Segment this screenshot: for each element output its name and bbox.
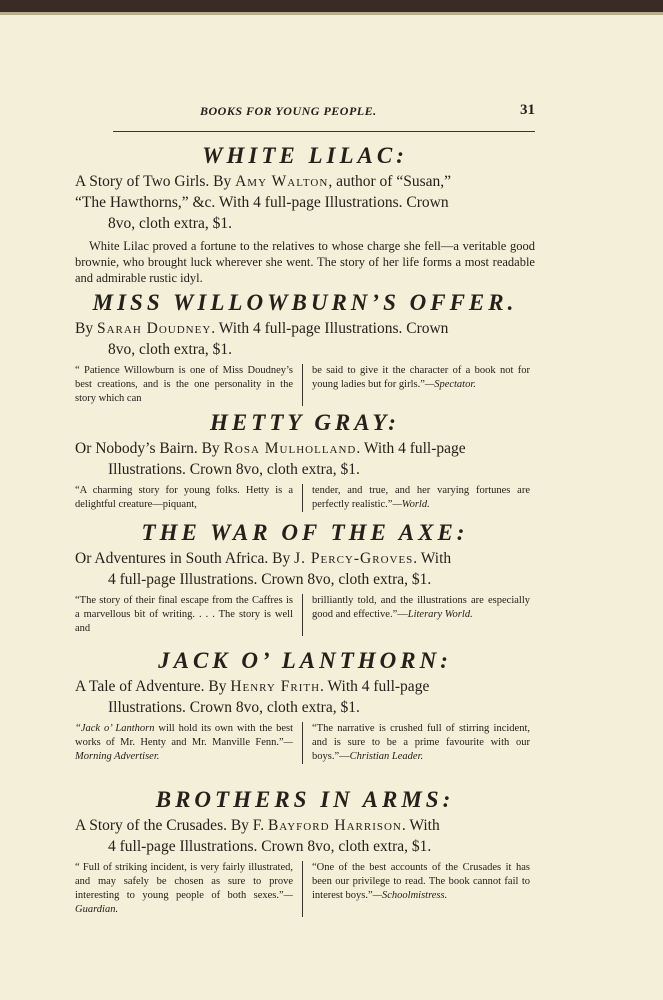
review-source: Christian Leader. — [349, 751, 424, 762]
review-quotes — [75, 484, 535, 512]
review-right: tender, and true, and her varying fortunes are perfectly realistic.”—World. — [312, 485, 530, 510]
review-source: —Spectator. — [424, 379, 476, 390]
author-name: Rosa Mulholland — [223, 440, 357, 457]
review-right: “The narrative is crushed full of stirring incident, and is sure to be a prime favourite with our boys.”—Christian Leader. — [312, 723, 530, 762]
page-number: 31 — [520, 102, 535, 118]
author-name: Bayford Harrison — [267, 817, 402, 834]
book-entry — [75, 787, 535, 917]
book-entry — [75, 290, 535, 406]
review-quotes — [75, 594, 535, 636]
review-source: —Morning Advertiser. — [75, 737, 293, 762]
book-title: JACK O’ LANTHORN: — [158, 648, 452, 673]
book-title: MISS WILLOWBURN’S OFFER. — [92, 290, 518, 315]
author-name: Sarah Doudney — [96, 320, 212, 337]
author-name: J. Percy-Groves — [294, 550, 414, 567]
review-quotes — [75, 861, 535, 917]
book-edge — [0, 0, 663, 12]
book-entry — [75, 143, 535, 286]
header-rule — [113, 131, 535, 132]
book-title: BROTHERS IN ARMS: — [155, 787, 455, 812]
book-entry — [75, 410, 535, 512]
page-header — [200, 104, 535, 122]
book-description: Or Adventures in South Africa. By J. Percy-Groves. With 4 full-page Illustrations. Crown 8vo, cloth extra, $1. — [75, 550, 452, 588]
review-left: “ Full of striking incident, is very fairly illustrated, and may safely be chosen as sure to prove interesting to young people of both sexes.”—Guardian. — [75, 861, 303, 917]
book-description: A Story of Two Girls. By Amy Walton, author of “Susan,” “The Hawthorns,” &c. With 4 full-page Illustrations. Crown 8vo, cloth extra, $1. — [75, 173, 452, 232]
review-source: —Schoolmistress. — [372, 890, 448, 901]
review-right: be said to give it the character of a book not for young ladies but for girls.”—Spectator. — [312, 365, 530, 390]
review-quotes — [75, 364, 535, 406]
author-name: Henry Frith — [230, 678, 321, 695]
book-title: WHITE LILAC: — [202, 143, 408, 168]
book-description: By Sarah Doudney. With 4 full-page Illustrations. Crown 8vo, cloth extra, $1. — [75, 320, 449, 358]
book-title: THE WAR OF THE AXE: — [141, 520, 469, 545]
review-source: —Guardian. — [75, 890, 293, 915]
author-name: Amy Walton — [235, 173, 329, 190]
running-head: BOOKS FOR YOUNG PEOPLE. — [200, 104, 377, 118]
book-title: HETTY GRAY: — [210, 410, 400, 435]
review-left: “The story of their final escape from the Caffres is a marvellous bit of writing. . . . The story is well and — [75, 594, 303, 636]
review-source: —World. — [392, 499, 430, 510]
book-entry — [75, 648, 535, 764]
review-right: “One of the best accounts of the Crusades it has been our privilege to read. The book cannot fail to interest boys.”—Schoolmistress. — [312, 862, 530, 901]
book-description: Or Nobody’s Bairn. By Rosa Mulholland. With 4 full-page Illustrations. Crown 8vo, cloth extra, $1. — [75, 440, 466, 478]
review-left: “ Patience Willowburn is one of Miss Doudney’s best creations, and is the one personality in the story which can — [75, 364, 303, 406]
review-left: “A charming story for young folks. Hetty is a delightful creature—piquant, — [75, 484, 303, 512]
review-quotes — [75, 722, 535, 764]
review-source: Literary World. — [407, 609, 473, 620]
review-left: “Jack o’ Lanthorn will hold its own with the best works of Mr. Henty and Mr. Manville Fenn.”—Morning Advertiser. — [75, 722, 303, 764]
book-blurb: White Lilac proved a fortune to the relatives to whose charge she fell—a veritable good brownie, who brought luck wherever she went. The story of her life forms a most readable and admirable rustic idyl. — [75, 239, 535, 285]
book-description: A Tale of Adventure. By Henry Frith. With 4 full-page Illustrations. Crown 8vo, cloth extra, $1. — [75, 678, 430, 716]
review-right: brilliantly told, and the illustrations are especially good and effective.”—Literary World. — [312, 595, 530, 620]
book-edge-shadow — [0, 12, 663, 15]
book-entry — [75, 520, 535, 636]
book-description: A Story of the Crusades. By F. Bayford Harrison. With 4 full-page Illustrations. Crown 8vo, cloth extra, $1. — [75, 817, 440, 855]
